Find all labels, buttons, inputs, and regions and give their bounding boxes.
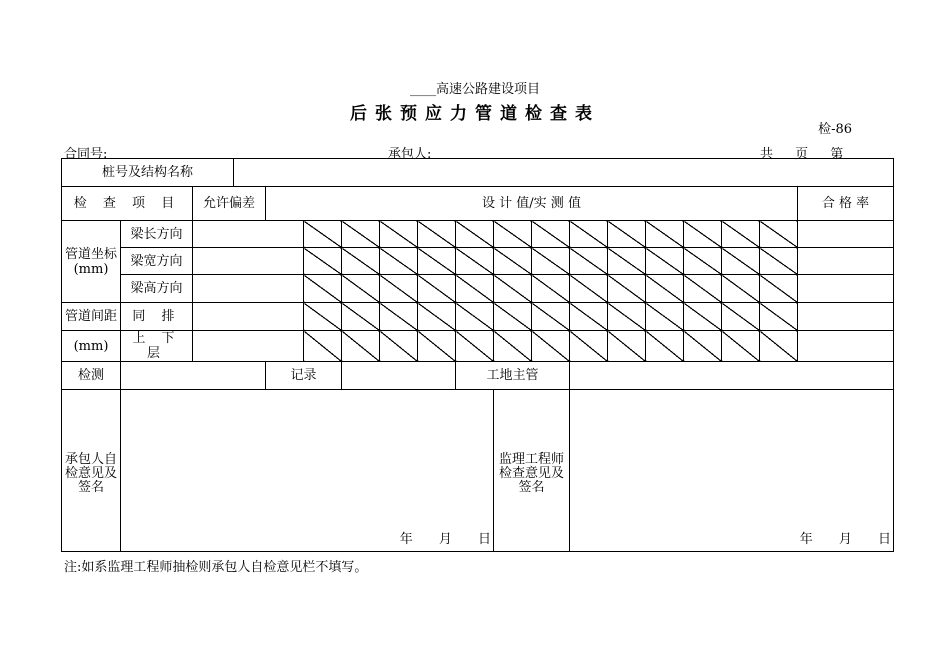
value-cell[interactable] — [722, 248, 760, 275]
pile-name-cell[interactable] — [234, 159, 894, 187]
pass-rate-header: 合 格 率 — [798, 187, 894, 221]
value-cell[interactable] — [494, 331, 532, 362]
row-label: 上 下 层 — [121, 331, 193, 362]
form-title: 后张预应力管道检查表 — [350, 104, 600, 124]
value-cell[interactable] — [608, 331, 646, 362]
contractor-label: 承包人: — [388, 147, 432, 162]
value-cell[interactable] — [418, 221, 456, 248]
item-header: 检 查 项 目 — [62, 187, 193, 221]
tolerance-cell[interactable] — [193, 248, 304, 275]
value-cell[interactable] — [684, 303, 722, 331]
value-cell[interactable] — [304, 248, 342, 275]
value-cell[interactable] — [570, 248, 608, 275]
value-cell[interactable] — [570, 331, 608, 362]
row-label: 梁长方向 — [121, 221, 193, 248]
table-row — [62, 331, 894, 362]
row-label: 梁高方向 — [121, 275, 193, 303]
value-cell[interactable] — [570, 221, 608, 248]
value-cell[interactable] — [570, 303, 608, 331]
value-cell[interactable] — [494, 248, 532, 275]
value-cell[interactable] — [418, 331, 456, 362]
value-cell[interactable] — [494, 275, 532, 303]
duct-spacing-unit: (mm) — [62, 331, 121, 362]
value-cell[interactable] — [494, 303, 532, 331]
value-cell[interactable] — [380, 221, 418, 248]
value-cell[interactable] — [608, 248, 646, 275]
row-label: 同 排 — [121, 303, 193, 331]
value-cell[interactable] — [380, 248, 418, 275]
value-cell[interactable] — [380, 303, 418, 331]
contract-no-label: 合同号: — [64, 147, 108, 162]
value-cell[interactable] — [646, 303, 684, 331]
value-cell[interactable] — [646, 221, 684, 248]
tolerance-cell[interactable] — [193, 221, 304, 248]
page-count-label: 共 页 第 — [760, 147, 844, 162]
value-cell[interactable] — [608, 221, 646, 248]
opinion-row — [62, 390, 894, 552]
pile-name-label: 桩号及结构名称 — [62, 159, 234, 187]
value-cell[interactable] — [342, 221, 380, 248]
table-row — [62, 275, 894, 303]
inspector-cell[interactable] — [121, 362, 266, 390]
value-cell[interactable] — [722, 221, 760, 248]
inspector-label: 检测 — [62, 362, 121, 390]
footer-note: 注:如系监理工程师抽检则承包人自检意见栏不填写。 — [64, 560, 368, 575]
value-cell[interactable] — [304, 303, 342, 331]
inspection-table — [61, 158, 894, 552]
tolerance-cell[interactable] — [193, 331, 304, 362]
table-row — [62, 221, 894, 248]
value-cell[interactable] — [418, 303, 456, 331]
value-cell[interactable] — [646, 275, 684, 303]
value-cell[interactable] — [760, 303, 798, 331]
supervisor-opinion-label: 监理工程师检查意见及签名 — [494, 390, 570, 552]
value-cell[interactable] — [646, 248, 684, 275]
site-supervisor-label: 工地主管 — [456, 362, 570, 390]
sign-off-row — [62, 362, 894, 390]
value-cell[interactable] — [532, 303, 570, 331]
value-cell[interactable] — [304, 331, 342, 362]
pass-rate-cell[interactable] — [798, 248, 894, 275]
value-cell[interactable] — [456, 275, 494, 303]
site-supervisor-cell[interactable] — [570, 362, 894, 390]
value-cell[interactable] — [684, 331, 722, 362]
value-cell[interactable] — [304, 221, 342, 248]
value-cell[interactable] — [532, 331, 570, 362]
value-cell[interactable] — [684, 221, 722, 248]
value-cell[interactable] — [532, 221, 570, 248]
value-cell[interactable] — [722, 275, 760, 303]
value-cell[interactable] — [418, 248, 456, 275]
pass-rate-cell[interactable] — [798, 303, 894, 331]
value-cell[interactable] — [456, 221, 494, 248]
value-cell[interactable] — [380, 331, 418, 362]
value-cell[interactable] — [570, 275, 608, 303]
value-cell[interactable] — [380, 275, 418, 303]
recorder-cell[interactable] — [342, 362, 456, 390]
value-cell[interactable] — [760, 221, 798, 248]
value-cell[interactable] — [456, 303, 494, 331]
value-cell[interactable] — [342, 248, 380, 275]
contractor-opinion-label: 承包人自检意见及签名 — [62, 390, 121, 552]
value-cell[interactable] — [646, 331, 684, 362]
tolerance-header: 允许偏差 — [193, 187, 266, 221]
value-cell[interactable] — [608, 303, 646, 331]
duct-coordinate-label: 管道坐标 (mm) — [62, 221, 121, 303]
value-cell[interactable] — [494, 221, 532, 248]
supervisor-date-label: 年 月 日 — [799, 532, 891, 547]
table-row — [62, 303, 894, 331]
form-code: 检-86 — [818, 122, 852, 137]
duct-spacing-label: 管道间距 — [62, 303, 121, 331]
tolerance-cell[interactable] — [193, 275, 304, 303]
pass-rate-cell[interactable] — [798, 275, 894, 303]
pile-row — [62, 159, 894, 187]
value-cell[interactable] — [532, 275, 570, 303]
value-cell[interactable] — [456, 331, 494, 362]
supervisor-opinion-cell[interactable] — [570, 390, 894, 552]
recorder-label: 记录 — [266, 362, 342, 390]
value-cell[interactable] — [342, 331, 380, 362]
pass-rate-cell[interactable] — [798, 221, 894, 248]
value-cell[interactable] — [722, 331, 760, 362]
header-row — [62, 187, 894, 221]
value-cell[interactable] — [342, 275, 380, 303]
value-cell[interactable] — [532, 248, 570, 275]
value-cell[interactable] — [760, 275, 798, 303]
contractor-opinion-cell[interactable] — [121, 390, 494, 552]
value-cell[interactable] — [760, 248, 798, 275]
project-subtitle: ____高速公路建设项目 — [409, 82, 540, 97]
value-cell[interactable] — [304, 275, 342, 303]
value-cell[interactable] — [456, 248, 494, 275]
value-cell[interactable] — [722, 303, 760, 331]
value-cell[interactable] — [684, 275, 722, 303]
contractor-date-label: 年 月 日 — [399, 532, 491, 547]
pass-rate-cell[interactable] — [798, 331, 894, 362]
values-header: 设 计 值/实 测 值 — [266, 187, 798, 221]
value-cell[interactable] — [418, 275, 456, 303]
value-cell[interactable] — [342, 303, 380, 331]
row-label: 梁宽方向 — [121, 248, 193, 275]
table-row — [62, 248, 894, 275]
value-cell[interactable] — [684, 248, 722, 275]
value-cell[interactable] — [608, 275, 646, 303]
value-cell[interactable] — [760, 331, 798, 362]
tolerance-cell[interactable] — [193, 303, 304, 331]
